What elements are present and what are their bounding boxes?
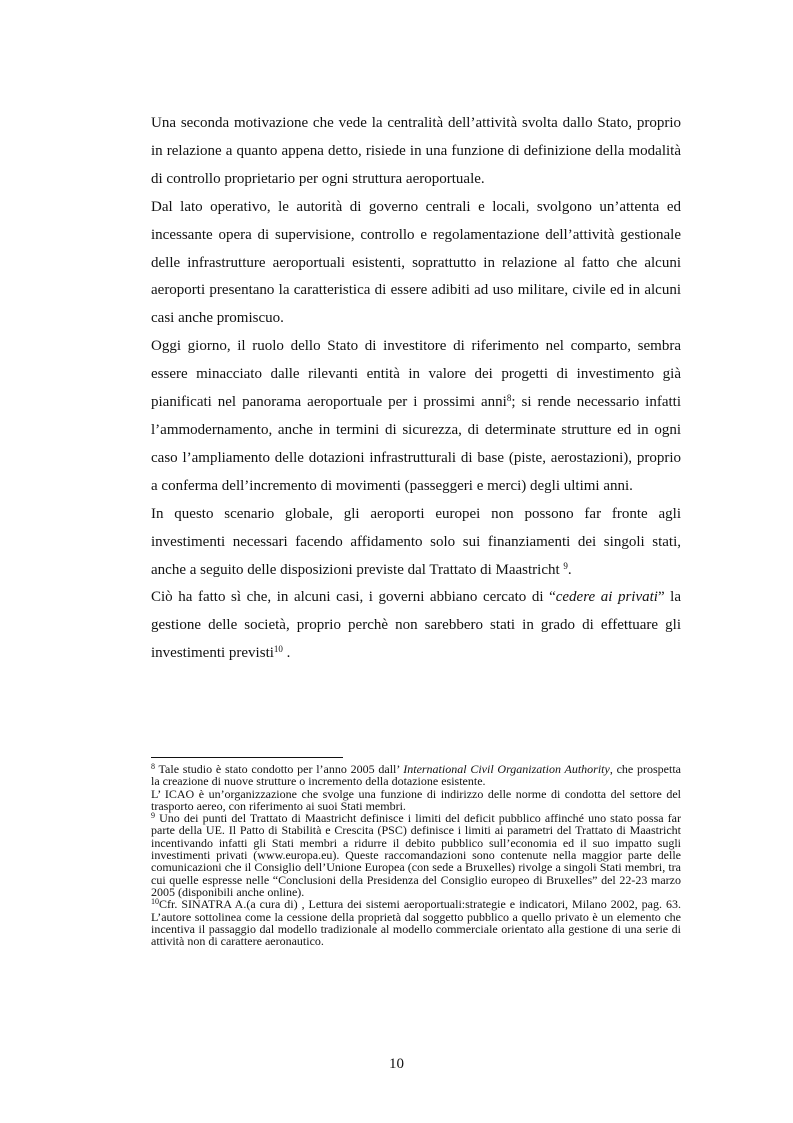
footnote-ref-10[interactable]: 10 [273, 644, 283, 655]
paragraph: Dal lato operativo, le autorità di governo centrali e locali, svolgono un’attenta ed incessante opera di supervisione, controllo e regolamentazione dell’attività gestionale delle infrastrutture aeroportuali esistenti, soprattutto in relazione al fatto che alcuni aeroporti presentano la caratteristica di essere adibiti ad uso militare, civile ed in alcuni casi anche promiscuo. [151, 198, 681, 327]
footnotes [151, 763, 681, 947]
body-text [151, 110, 681, 668]
footnote-number: 8 [151, 762, 155, 771]
paragraph: Ciò ha fatto sì che, in alcuni casi, i governi abbiano cercato di “cedere ai privati” la gestione delle società, proprio perchè non sarebbero stati in grado di effettuare gli investimenti previsti$^{10}$ . [151, 589, 682, 662]
footnote-8: $^8$ Tale studio è stato condotto per l’anno 2005 dall’ International Civil Organization Authority, che prospetta la creazione di nuove strutture o incremento della dotazione esistente. [151, 762, 681, 789]
footnote-separator [151, 757, 343, 758]
footnote-ref-8[interactable]: 8 [506, 393, 512, 404]
paragraph: Oggi giorno, il ruolo dello Stato di investitore di riferimento nel comparto, sembra essere minacciato dalle rilevanti entità in valore dei progetti di investimento già pianificati nel panorama aeroportuale per i prossimi anni$^8$; si rende necessario infatti l’ammodernamento, anche in termini di sicurezza, di determinate strutture ed in ogni caso l’ampliamento delle dotazioni infrastrutturali di base (piste, aerostazioni), proprio a conferma dell’incremento di movimenti (passeggeri e merci) degli ultimi anni. [151, 338, 681, 494]
footnote-number: 10 [151, 897, 159, 907]
page-number: 10 [389, 1056, 404, 1072]
footnote-10: $^{10}$Cfr. SINATRA A.(a cura di) , Lettura dei sistemi aeroportuali:strategie e indicatori, Milano 2002, pag. 63. L’autore sottolinea come la cessione della proprietà dal soggetto pubblico a quello privato è un elemento che incentiva il passaggio dal modello tradizionale al modello commerciale orientato alla gestione di una serie di attività non di carattere aeronautico. [151, 897, 681, 949]
paragraph: Una seconda motivazione che vede la centralità dell’attività svolta dallo Stato, proprio in relazione a quanto appena detto, risiede in una funzione di definizione della modalità di controllo proprietario per ogni struttura aeroportuale. [151, 115, 681, 187]
footnote-8-continued: L’ ICAO è un’organizzazione che svolge una funzione di indirizzo delle norme di condotta del settore del trasporto aereo, con riferimento ai suoi Stati membri. [151, 786, 681, 813]
paragraph: In questo scenario globale, gli aeroporti europei non possono far fronte agli investimenti necessari facendo affidamento solo sui finanziamenti dei singoli stati, anche a seguito delle disposizioni previste dal Trattato di Maastricht $^9$. [151, 505, 681, 578]
footnote-number: 9 [151, 811, 155, 821]
footnote-9: $^9$ Uno dei punti del Trattato di Maastricht definisce i limiti del deficit pubblico affinché uno stato possa far parte della UE. Il Patto di Stabilità e Crescita (PSC) definisce i limiti ai parametri del Trattato di Maastricht incentivando infatti gli Stati membri a ridurre il debito pubblico sull’economia ed il suo impatto sugli investimenti privati (www.europa.eu). Queste raccomandazioni sono contenute nella maggior parte delle comunicazioni che il Consiglio dell’Unione Europea (con sede a Bruxelles) rivolge a singoli Stati membri, tra cui quelle espresse nelle “Conclusioni della Presidenza del Consiglio europeo di Bruxelles” del 22-23 marzo 2005 (disponibili anche online). [151, 811, 681, 899]
footnote-ref-9[interactable]: 9 [563, 560, 568, 571]
emphasis: International Civil Organization Authority [403, 762, 610, 776]
emphasis: cedere ai privati [555, 589, 658, 606]
